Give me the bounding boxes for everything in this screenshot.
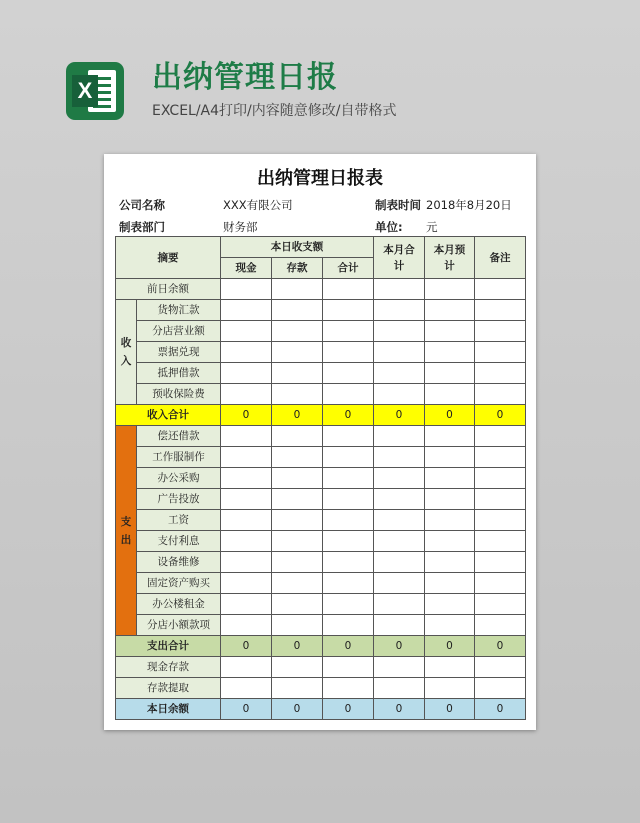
expense-item-label: 办公楼租金 bbox=[137, 594, 221, 615]
total-value: 0 bbox=[374, 636, 425, 657]
cell[interactable] bbox=[475, 552, 526, 573]
dept-value: 财务部 bbox=[223, 220, 258, 234]
cell[interactable] bbox=[323, 384, 374, 405]
total-value: 0 bbox=[221, 636, 272, 657]
cell[interactable] bbox=[374, 279, 425, 300]
cell[interactable] bbox=[374, 363, 425, 384]
table-row bbox=[116, 615, 526, 636]
table-row bbox=[116, 678, 526, 699]
cell[interactable] bbox=[272, 510, 323, 531]
excel-icon bbox=[66, 62, 124, 120]
cell[interactable] bbox=[221, 384, 272, 405]
cell[interactable] bbox=[221, 342, 272, 363]
today-balance-label: 本日余额 bbox=[116, 699, 221, 720]
cell[interactable] bbox=[374, 321, 425, 342]
income-total-row bbox=[116, 405, 526, 426]
table-row bbox=[116, 300, 526, 321]
cell[interactable] bbox=[221, 657, 272, 678]
unit-label: 单位: bbox=[375, 220, 403, 234]
total-value: 0 bbox=[475, 636, 526, 657]
income-item-label: 预收保险费 bbox=[137, 384, 221, 405]
cell[interactable] bbox=[323, 468, 374, 489]
cell[interactable] bbox=[221, 552, 272, 573]
header-cash: 现金 bbox=[221, 258, 272, 279]
table-row bbox=[116, 447, 526, 468]
cash-report-table bbox=[115, 236, 526, 720]
company-value: XXX有限公司 bbox=[223, 198, 293, 212]
cell[interactable] bbox=[323, 531, 374, 552]
cell[interactable] bbox=[221, 678, 272, 699]
cell[interactable] bbox=[272, 384, 323, 405]
table-row bbox=[116, 489, 526, 510]
date-label: 制表时间 bbox=[375, 198, 421, 212]
header-remark: 备注 bbox=[475, 237, 526, 279]
cell[interactable] bbox=[221, 279, 272, 300]
total-value: 0 bbox=[374, 405, 425, 426]
table-row bbox=[116, 552, 526, 573]
total-value: 0 bbox=[475, 699, 526, 720]
header-month-budget: 本月预计 bbox=[425, 237, 475, 279]
header-month-total: 本月合计 bbox=[374, 237, 425, 279]
total-value: 0 bbox=[425, 699, 475, 720]
cell[interactable] bbox=[374, 510, 425, 531]
cell[interactable] bbox=[272, 300, 323, 321]
date-value: 2018年8月20日 bbox=[426, 198, 512, 212]
cell[interactable] bbox=[323, 657, 374, 678]
cell[interactable] bbox=[272, 426, 323, 447]
document-title: 出纳管理日报表 bbox=[257, 168, 383, 189]
cell[interactable] bbox=[221, 573, 272, 594]
expense-total-row bbox=[116, 636, 526, 657]
total-value: 0 bbox=[323, 699, 374, 720]
total-value: 0 bbox=[323, 636, 374, 657]
cell[interactable] bbox=[323, 678, 374, 699]
cell[interactable] bbox=[425, 426, 475, 447]
cell[interactable] bbox=[475, 657, 526, 678]
cell[interactable] bbox=[272, 447, 323, 468]
cell[interactable] bbox=[475, 447, 526, 468]
cell[interactable] bbox=[221, 615, 272, 636]
cell[interactable] bbox=[221, 510, 272, 531]
cell[interactable] bbox=[323, 279, 374, 300]
total-value: 0 bbox=[221, 405, 272, 426]
cell[interactable] bbox=[323, 489, 374, 510]
unit-value: 元 bbox=[426, 220, 438, 234]
table-row bbox=[116, 657, 526, 678]
cell[interactable] bbox=[221, 531, 272, 552]
cell[interactable] bbox=[272, 594, 323, 615]
table-row bbox=[116, 468, 526, 489]
expense-item-label: 偿还借款 bbox=[137, 426, 221, 447]
table-row bbox=[116, 426, 526, 447]
expense-total-label: 支出合计 bbox=[116, 636, 221, 657]
page-subtitle: EXCEL/A4打印/内容随意修改/自带格式 bbox=[152, 103, 397, 119]
page-title: 出纳管理日报 bbox=[152, 60, 338, 95]
cell[interactable] bbox=[425, 300, 475, 321]
cell[interactable] bbox=[475, 510, 526, 531]
cell[interactable] bbox=[323, 615, 374, 636]
cell[interactable] bbox=[425, 279, 475, 300]
cell[interactable] bbox=[374, 300, 425, 321]
expense-item-label: 固定资产购买 bbox=[137, 573, 221, 594]
cell[interactable] bbox=[374, 447, 425, 468]
cell[interactable] bbox=[272, 468, 323, 489]
cell[interactable] bbox=[272, 657, 323, 678]
income-item-label: 抵押借款 bbox=[137, 363, 221, 384]
cell[interactable] bbox=[323, 552, 374, 573]
cell[interactable] bbox=[425, 510, 475, 531]
cell[interactable] bbox=[221, 489, 272, 510]
cell[interactable] bbox=[323, 594, 374, 615]
total-value: 0 bbox=[272, 636, 323, 657]
cell[interactable] bbox=[272, 342, 323, 363]
cell[interactable] bbox=[272, 489, 323, 510]
cell[interactable] bbox=[221, 363, 272, 384]
cell[interactable] bbox=[374, 468, 425, 489]
cell[interactable] bbox=[425, 657, 475, 678]
cell[interactable] bbox=[323, 447, 374, 468]
cell[interactable] bbox=[475, 531, 526, 552]
cell[interactable] bbox=[374, 678, 425, 699]
cell[interactable] bbox=[221, 594, 272, 615]
total-value: 0 bbox=[425, 636, 475, 657]
table-row bbox=[116, 573, 526, 594]
cell[interactable] bbox=[374, 573, 425, 594]
income-item-label: 货物汇款 bbox=[137, 300, 221, 321]
expense-item-label: 设备维修 bbox=[137, 552, 221, 573]
cell[interactable] bbox=[221, 468, 272, 489]
cell[interactable] bbox=[475, 342, 526, 363]
cell[interactable] bbox=[374, 342, 425, 363]
cell[interactable] bbox=[272, 279, 323, 300]
cell[interactable] bbox=[272, 321, 323, 342]
cell[interactable] bbox=[323, 363, 374, 384]
cell[interactable] bbox=[323, 426, 374, 447]
total-value: 0 bbox=[374, 699, 425, 720]
cell[interactable] bbox=[475, 594, 526, 615]
income-side-label: 收入 bbox=[116, 300, 137, 405]
cell[interactable] bbox=[323, 573, 374, 594]
cell[interactable] bbox=[475, 279, 526, 300]
cell[interactable] bbox=[272, 363, 323, 384]
cell[interactable] bbox=[221, 426, 272, 447]
cell[interactable] bbox=[272, 552, 323, 573]
cell[interactable] bbox=[425, 594, 475, 615]
cell[interactable] bbox=[425, 678, 475, 699]
income-item-label: 分店营业额 bbox=[137, 321, 221, 342]
cell[interactable] bbox=[374, 384, 425, 405]
cell[interactable] bbox=[475, 321, 526, 342]
total-value: 0 bbox=[272, 699, 323, 720]
expense-item-label: 工资 bbox=[137, 510, 221, 531]
cell[interactable] bbox=[475, 678, 526, 699]
total-value: 0 bbox=[425, 405, 475, 426]
table-row bbox=[116, 342, 526, 363]
cell[interactable] bbox=[374, 531, 425, 552]
cell[interactable] bbox=[374, 426, 425, 447]
income-total-label: 收入合计 bbox=[116, 405, 221, 426]
table-row bbox=[116, 321, 526, 342]
income-item-label: 票据兑现 bbox=[137, 342, 221, 363]
cell[interactable] bbox=[272, 615, 323, 636]
cell[interactable] bbox=[475, 489, 526, 510]
cell[interactable] bbox=[323, 342, 374, 363]
cell[interactable] bbox=[475, 468, 526, 489]
cell[interactable] bbox=[425, 342, 475, 363]
table-row bbox=[116, 531, 526, 552]
cell[interactable] bbox=[272, 678, 323, 699]
cell[interactable] bbox=[374, 489, 425, 510]
today-balance-row bbox=[116, 699, 526, 720]
cell[interactable] bbox=[425, 615, 475, 636]
excel-letter: X bbox=[72, 75, 98, 107]
table-row bbox=[116, 594, 526, 615]
header-summary: 摘要 bbox=[116, 237, 221, 279]
company-label: 公司名称 bbox=[119, 198, 165, 212]
cell[interactable] bbox=[425, 447, 475, 468]
expense-item-label: 办公采购 bbox=[137, 468, 221, 489]
expense-side-label: 支出 bbox=[116, 426, 137, 636]
table-row bbox=[116, 363, 526, 384]
cell[interactable] bbox=[425, 552, 475, 573]
cell[interactable] bbox=[425, 363, 475, 384]
cell[interactable] bbox=[272, 531, 323, 552]
cash-deposit-label: 现金存款 bbox=[116, 657, 221, 678]
cell[interactable] bbox=[425, 468, 475, 489]
expense-item-label: 分店小额款项 bbox=[137, 615, 221, 636]
total-value: 0 bbox=[323, 405, 374, 426]
cell[interactable] bbox=[374, 657, 425, 678]
cell[interactable] bbox=[374, 552, 425, 573]
header-total: 合计 bbox=[323, 258, 374, 279]
header-today-group: 本日收支额 bbox=[221, 237, 374, 258]
previous-balance-label: 前日余额 bbox=[116, 279, 221, 300]
cell[interactable] bbox=[425, 489, 475, 510]
cell[interactable] bbox=[374, 594, 425, 615]
cell[interactable] bbox=[221, 321, 272, 342]
cell[interactable] bbox=[425, 384, 475, 405]
cell[interactable] bbox=[323, 321, 374, 342]
cell[interactable] bbox=[425, 531, 475, 552]
header bbox=[66, 60, 626, 130]
deposit-withdraw-label: 存款提取 bbox=[116, 678, 221, 699]
dept-label: 制表部门 bbox=[119, 220, 165, 234]
expense-item-label: 广告投放 bbox=[137, 489, 221, 510]
total-value: 0 bbox=[221, 699, 272, 720]
total-value: 0 bbox=[475, 405, 526, 426]
cell[interactable] bbox=[475, 573, 526, 594]
cell[interactable] bbox=[475, 426, 526, 447]
cell[interactable] bbox=[475, 363, 526, 384]
header-deposit: 存款 bbox=[272, 258, 323, 279]
expense-item-label: 工作服制作 bbox=[137, 447, 221, 468]
table-row bbox=[116, 384, 526, 405]
cell[interactable] bbox=[221, 300, 272, 321]
cell[interactable] bbox=[374, 615, 425, 636]
table-row bbox=[116, 510, 526, 531]
document-page bbox=[104, 154, 536, 730]
cell[interactable] bbox=[475, 300, 526, 321]
expense-item-label: 支付利息 bbox=[137, 531, 221, 552]
cell[interactable] bbox=[272, 573, 323, 594]
total-value: 0 bbox=[272, 405, 323, 426]
cell[interactable] bbox=[425, 573, 475, 594]
cell[interactable] bbox=[323, 300, 374, 321]
cell[interactable] bbox=[221, 447, 272, 468]
cell[interactable] bbox=[475, 384, 526, 405]
cell[interactable] bbox=[475, 615, 526, 636]
cell[interactable] bbox=[323, 510, 374, 531]
cell[interactable] bbox=[425, 321, 475, 342]
